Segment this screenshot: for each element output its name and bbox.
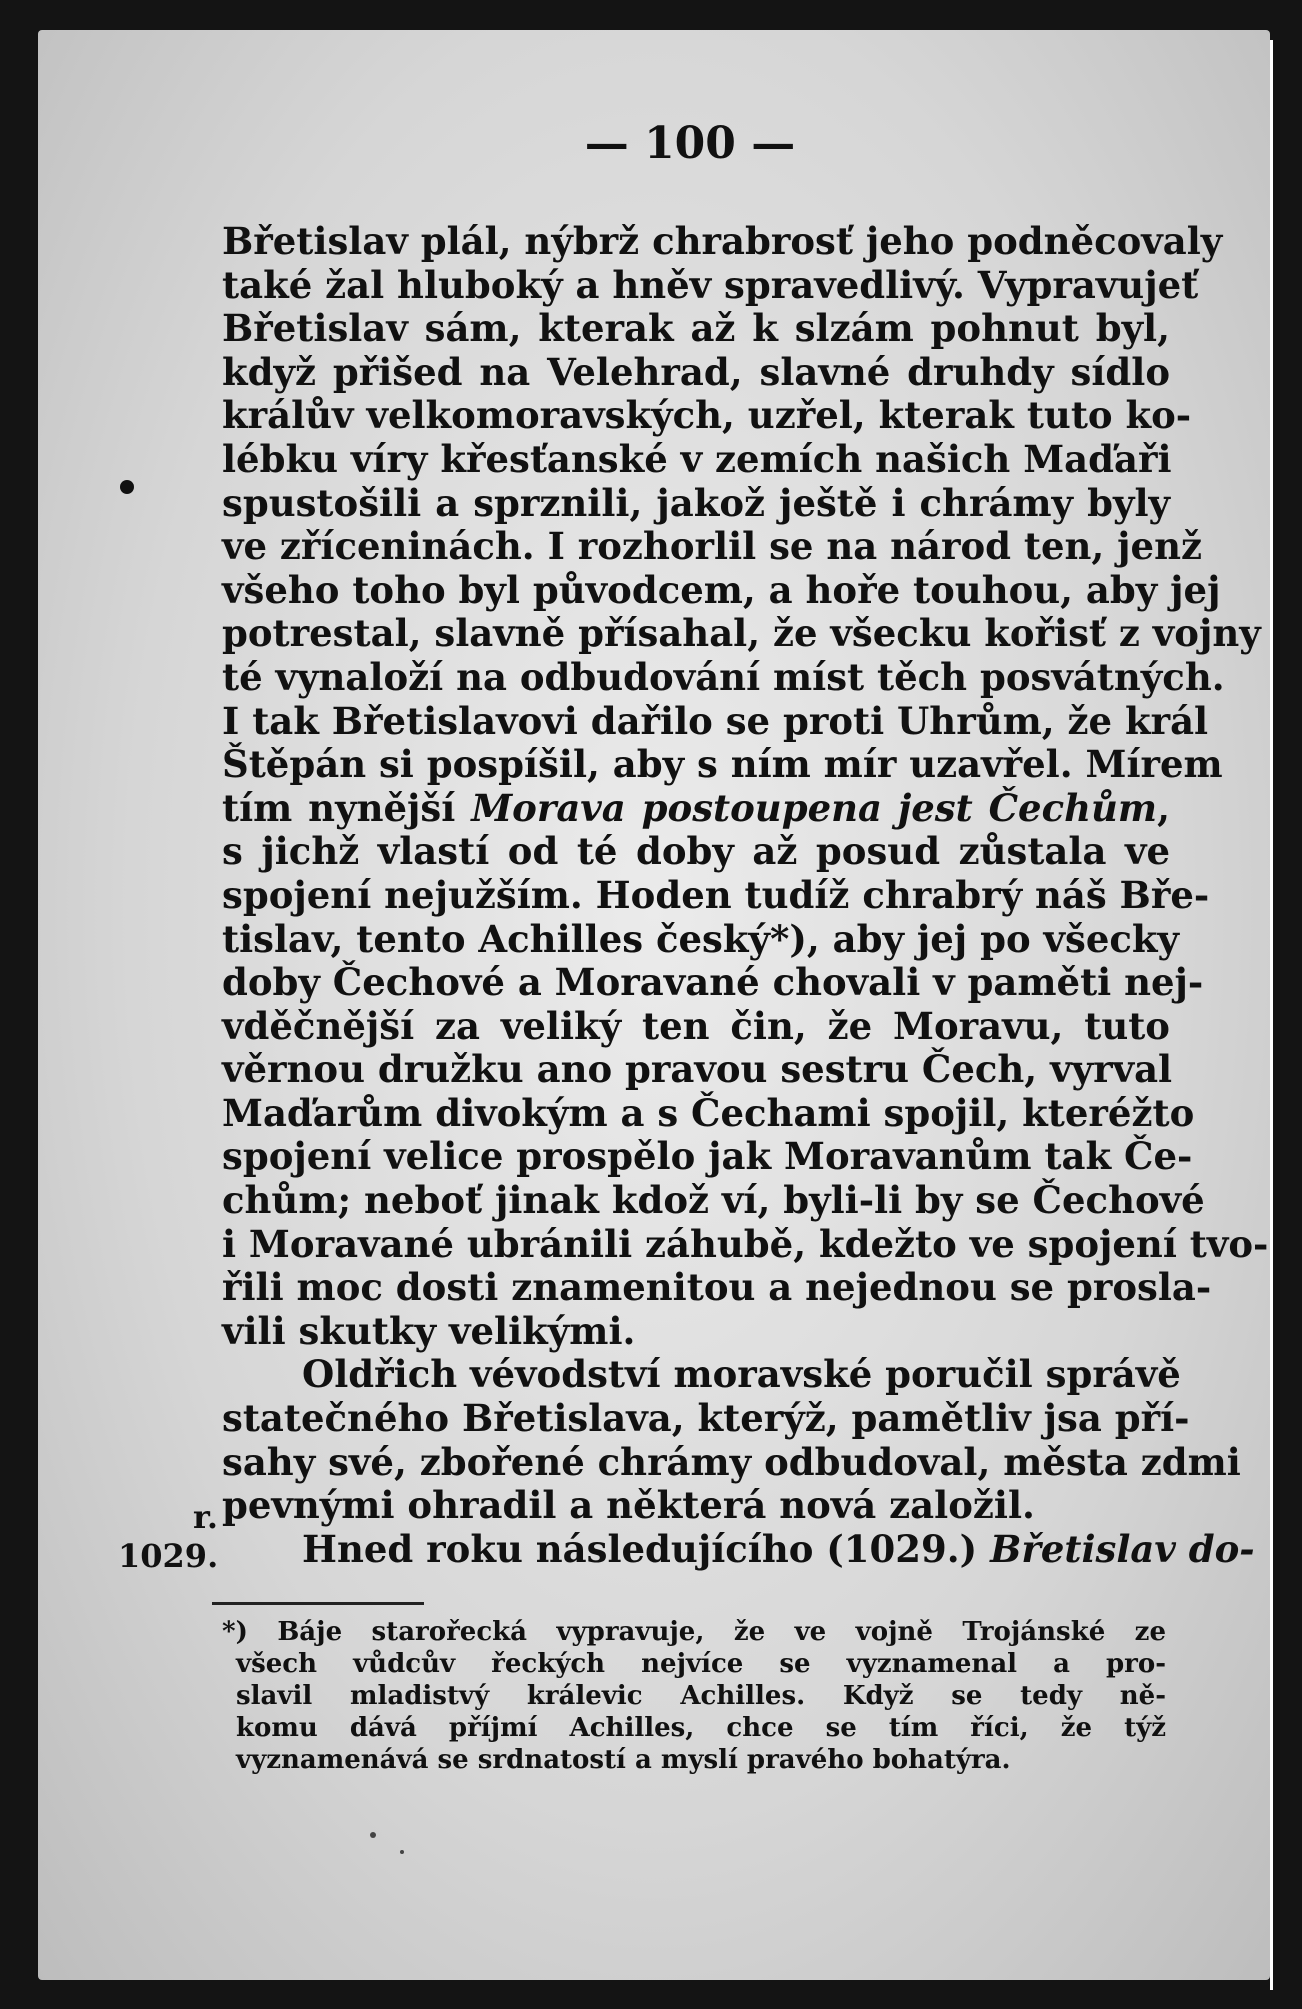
text-line: i Moravané ubránili záhubě, kdežto ve spojení tvo- bbox=[222, 1221, 1269, 1266]
text-line: doby Čechové a Moravané chovali v paměti nej- bbox=[222, 960, 1204, 1005]
text-line: komu dává příjmí Achilles, chce se tím říci, že týž bbox=[236, 1713, 1166, 1743]
margin-year-label: r. bbox=[192, 1498, 218, 1536]
text-line: *) Báje starořecká vypravuje, že ve vojně Trojánské ze bbox=[222, 1617, 1166, 1647]
text-line: když přišed na Velehrad, slavné druhdy sídlo bbox=[222, 349, 1170, 394]
text-line: vyznamenává se srdnatostí a myslí pravého bohatýra. bbox=[236, 1745, 1011, 1775]
text-line: také žal hluboký a hněv spravedlivý. Vypravujeť bbox=[222, 262, 1199, 307]
text-line: s jichž vlastí od té doby až posud zůstala ve bbox=[222, 829, 1170, 874]
text-line: Břetislav sám, kterak až k slzám pohnut byl, bbox=[222, 306, 1170, 351]
speck bbox=[370, 1832, 376, 1838]
text-line: vděčnější za veliký ten čin, že Moravu, tuto bbox=[222, 1003, 1170, 1048]
margin-year-value: 1029. bbox=[118, 1537, 219, 1575]
margin-dot bbox=[120, 480, 134, 494]
text-line: věrnou družku ano pravou sestru Čech, vyrval bbox=[222, 1047, 1173, 1092]
text-line: spojení nejužším. Hoden tudíž chrabrý náš Bře- bbox=[222, 872, 1210, 917]
text-line: tislav, tento Achilles český*), aby jej po všecky bbox=[222, 916, 1180, 961]
text-line: pevnými ohradil a některá nová založil. bbox=[222, 1483, 1035, 1528]
italic-text: Morava postoupena jest Čechům bbox=[471, 785, 1158, 830]
text-line: Břetislav plál, nýbrž chrabrosť jeho podněcovaly bbox=[222, 219, 1223, 263]
text-line: slavil mladistvý králevic Achilles. Když se tedy ně- bbox=[236, 1681, 1166, 1711]
text-line: lébku víry křesťanské v zemích našich Maďaři bbox=[222, 436, 1172, 481]
text-run: , bbox=[1157, 785, 1170, 830]
speck bbox=[400, 1850, 404, 1854]
text-line: statečného Břetislava, kterýž, pamětliv jsa pří- bbox=[222, 1396, 1190, 1441]
page-number: — 100 — bbox=[584, 118, 796, 169]
text-line: chům; neboť jinak kdož ví, byli-li by se Čechové bbox=[222, 1178, 1205, 1223]
text-run: Hned roku následujícího (1029.) bbox=[302, 1526, 991, 1571]
text-line: I tak Břetislavovi dařilo se proti Uhrům, že král bbox=[222, 698, 1209, 743]
page-edge-line bbox=[1270, 40, 1273, 1990]
text-line: spojení velice prospělo jak Moravanům tak Če- bbox=[222, 1134, 1193, 1179]
text-line bbox=[222, 1526, 1255, 1572]
text-line: všeho toho byl původcem, a hoře touhou, aby jej bbox=[222, 567, 1221, 612]
text-line: sahy své, zbořené chrámy odbudoval, města zdmi bbox=[222, 1439, 1241, 1484]
text-line: vili skutky velikými. bbox=[222, 1308, 636, 1353]
text-line: řili moc dosti znamenitou a nejednou se prosla- bbox=[222, 1265, 1212, 1310]
text-line: té vynaloží na odbudování míst těch posvátných. bbox=[222, 654, 1225, 699]
main-text bbox=[222, 219, 1269, 1571]
text-run: tím nynější bbox=[222, 785, 472, 830]
text-line: všech vůdcův řeckých nejvíce se vyznamenal a pro- bbox=[236, 1649, 1166, 1679]
text-line: králův velkomoravských, uzřel, kterak tuto ko- bbox=[222, 393, 1192, 438]
text-line: Oldřich vévodství moravské poručil správě bbox=[302, 1352, 1181, 1397]
footnote-separator bbox=[212, 1602, 424, 1605]
text-line: spustošili a sprznili, jakož ještě i chrámy byly bbox=[222, 480, 1170, 525]
text-line: ve zříceninách. I rozhorlil se na národ ten, jenž bbox=[222, 524, 1203, 569]
text-line: Štěpán si pospíšil, aby s ním mír uzavřel. Mírem bbox=[222, 742, 1223, 787]
text-line: Maďarům divokým a s Čechami spojil, kteréžto bbox=[222, 1090, 1195, 1135]
text-line bbox=[222, 787, 1170, 831]
footnote bbox=[222, 1616, 1166, 1776]
italic-text: Břetislav do- bbox=[990, 1526, 1255, 1571]
text-line: potrestal, slavně přísahal, že všecku kořisť z vojny bbox=[222, 611, 1261, 656]
